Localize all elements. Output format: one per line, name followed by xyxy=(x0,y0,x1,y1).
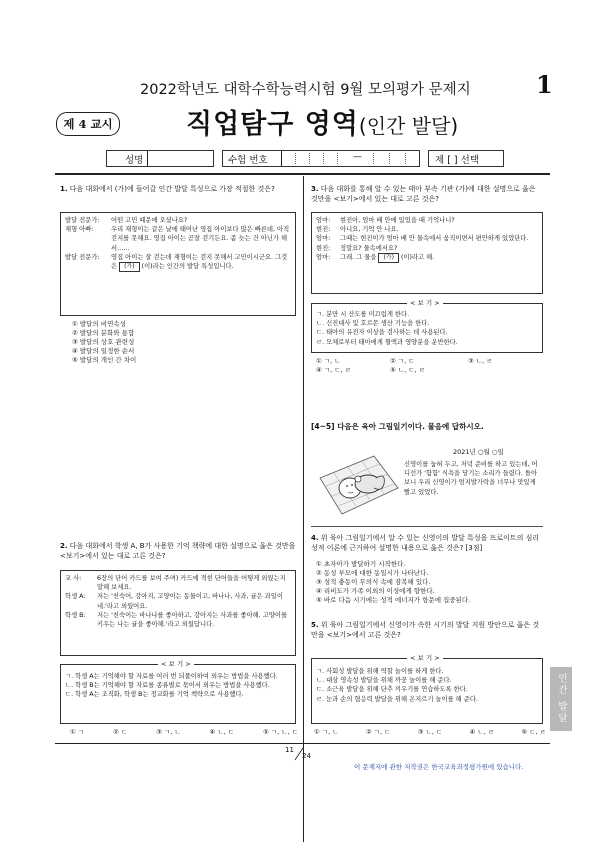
q5-bogi-title: < 보 기 > xyxy=(407,654,443,662)
q2-bogi-2: ㄴ. 학생 B는 기억해야 할 자료를 종류별로 묶어서 외우는 방법을 사용했다. xyxy=(65,682,270,690)
q1-speaker-3: 발달 전문가: xyxy=(65,253,100,261)
q3-bogi-box xyxy=(311,303,543,353)
q3-speaker-2: 현진: xyxy=(316,226,331,234)
q2-bogi-3: ㄷ. 학생 A는 조직화, 학생 B는 정교화를 기억 책략으로 사용했다. xyxy=(65,691,244,699)
q3-option-3[interactable]: ③ ㄴ, ㄹ xyxy=(468,357,493,365)
q1-option-2[interactable]: ② 발달의 분화와 통합 xyxy=(72,329,135,337)
q3-bogi-4: ㄹ. 모체로부터 태아에게 혈액과 영양분을 운반한다. xyxy=(316,338,458,346)
q4-option-5[interactable]: ⑤ 바로 다음 시기에는 성적 에너지가 항문에 집중된다. xyxy=(316,596,471,604)
q5-number: 5. xyxy=(311,621,319,629)
info-bar xyxy=(106,150,504,167)
q1-stem xyxy=(60,184,298,194)
q1-number: 1. xyxy=(60,185,68,193)
q1-speaker-2: 재형 아빠: xyxy=(65,226,94,234)
q3-options xyxy=(316,357,536,375)
q3-stem xyxy=(311,184,543,204)
q2-line-1: 6장의 단어 카드를 보여 주며) 카드에 적힌 단어들을 어떻게 외웠는지 말해 보세요. xyxy=(97,575,286,592)
q3-line-5: 그래. 그 물을 xyxy=(340,253,377,261)
q4-option-3[interactable]: ③ 성적 충동이 무의식 속에 잠복해 있다. xyxy=(316,578,431,586)
exam-title: 2022학년도 대학수학능력시험 9월 모의평가 문제지 xyxy=(140,82,471,98)
q5-bogi-4: ㄹ. 눈과 손의 협응력 발달을 위해 온지르기 놀이를 해 준다. xyxy=(316,695,478,703)
q2-option-3[interactable]: ③ ㄱ, ㄴ xyxy=(156,728,181,736)
q4-option-2[interactable]: ② 동성 부모에 대한 동일시가 나타난다. xyxy=(316,569,429,577)
diary-date: 2021년 ○월 ○일 xyxy=(453,448,504,456)
q3-speaker-4: 현진: xyxy=(316,244,331,252)
q1-option-1[interactable]: ① 발달의 비연속성 xyxy=(72,320,126,328)
q5-bogi-3: ㄷ. 소근육 발달을 위해 단추 끼우기를 연습하도록 한다. xyxy=(316,686,468,694)
period-badge xyxy=(56,112,120,136)
page-number: 1 xyxy=(536,70,553,99)
q1-blank: (가) xyxy=(119,262,139,272)
q4-stem xyxy=(311,533,543,553)
page-indicator xyxy=(281,746,321,762)
q2-option-2[interactable]: ② ㄷ xyxy=(113,728,128,736)
q3-bogi-1: ㄱ. 분만 시 산도를 미끄럽게 한다. xyxy=(316,311,410,318)
page-current: 11 xyxy=(285,746,294,754)
page-slash xyxy=(281,746,321,762)
diary-text: 신영이를 눕혀 두고, 저녁 준비를 하고 있는데, 어디선가 '함함' 식욕을 당기는 소리가 들렸다. 돌아보니 우리 신영이가 엄지발가락을 너무나 맛있게 빨고 있었다. xyxy=(404,461,538,496)
subject-title xyxy=(186,102,458,141)
q2-options xyxy=(70,728,298,737)
q2-bogi-box xyxy=(60,664,296,724)
q3-option-2[interactable]: ② ㄱ, ㄷ xyxy=(390,357,415,365)
q3-line-3: 그때는 현진이가 엄마 배 안 물속에서 움직이면서 편안하게 있었단다. xyxy=(340,235,529,243)
q3-option-4[interactable]: ④ ㄱ, ㄷ, ㄹ xyxy=(316,366,351,374)
q2-speaker-3: 학생 B: xyxy=(65,611,86,619)
q5-option-4[interactable]: ④ ㄴ, ㄹ xyxy=(469,728,495,736)
q2-option-4[interactable]: ④ ㄴ, ㄷ xyxy=(209,728,235,736)
q2-speaker-2: 학생 A: xyxy=(65,593,86,601)
q4-options xyxy=(316,560,470,605)
q5-bogi-2: ㄴ. 대상 영속성 발달을 위해 까꿍 놀이를 해 준다. xyxy=(316,677,452,685)
q2-option-5[interactable]: ⑤ ㄱ, ㄴ, ㄷ xyxy=(263,728,298,736)
q1-speaker-1: 발달 전문가: xyxy=(65,217,100,224)
selection-box[interactable] xyxy=(428,150,504,167)
q3-line-2: 아니요, 기억 안 나요. xyxy=(340,226,399,234)
q4-stem-text: 위 육아 그림일기에서 알 수 있는 신영이의 발달 특성을 프로이트의 심리성적 이론에 근거하여 설명한 내용으로 옳은 것은? [3점] xyxy=(311,534,540,552)
q3-bogi-title: < 보 기 > xyxy=(407,299,443,307)
diary-illustration xyxy=(314,448,400,518)
q3-speaker-3: 엄마: xyxy=(316,235,331,243)
q5-stem-text: 위 육아 그림일기에서 신영이가 속한 시기의 발달 지원 방안으로 옳은 것만을 <보기>에서 고른 것은? xyxy=(311,621,540,639)
q3-blank: (가) xyxy=(378,253,398,263)
page-total: 24 xyxy=(302,752,311,760)
q1-stem-text: 다음 대화에서 (가)에 들어갈 인간 발달 특성으로 가장 적절한 것은? xyxy=(69,185,275,193)
q2-speaker-1: 교 사: xyxy=(65,575,82,582)
q2-stem-text: 다음 대화에서 학생 A, B가 사용한 기억 책략에 대한 설명으로 옳은 것만을 <보기>에서 있는 대로 고른 것은? xyxy=(60,542,296,560)
q1-line-1: 어떤 고민 때문에 오셨나요? xyxy=(111,217,188,224)
q3-line-4: 정말요? 물속에서요? xyxy=(340,244,398,252)
q3-line-5-tail: (이)라고 해. xyxy=(400,253,435,261)
q3-number: 3. xyxy=(311,185,319,193)
subject-sub: (인간 발달) xyxy=(358,114,459,138)
q1-option-3[interactable]: ③ 발달의 상호 관련성 xyxy=(72,338,135,346)
q2-option-1[interactable]: ① ㄱ xyxy=(70,728,85,736)
q5-option-1[interactable]: ① ㄱ, ㄴ xyxy=(314,728,339,736)
side-tab xyxy=(550,667,572,731)
exam-number-label: 수험 번호 xyxy=(228,155,268,166)
exam-number-dash: — xyxy=(353,152,362,162)
q3-line-1: 현진아, 엄마 배 안에 있었을 때 기억나니? xyxy=(340,217,455,224)
q4-number: 4. xyxy=(311,534,319,542)
q2-line-3: 저는 '친숙이는 바나나를 좋아하고, 강아지는 사과를 좋아해. 고양이를 키우는 나는 귤을 좋아해.'라고 외웠답니다. xyxy=(97,611,288,629)
q4-option-1[interactable]: ① 초자아가 발달하기 시작한다. xyxy=(316,560,406,568)
q3-speaker-1: 엄마: xyxy=(316,217,331,224)
q1-line-3: 영집 아이는 잘 걷는데 재형이는 걷지 못해서 고민이시군요. 그것은 xyxy=(111,253,288,271)
q3-stem-text: 다음 대화를 통해 알 수 있는 태아 부속 기관 (가)에 대한 설명으로 옳은 것만을 <보기>에서 있는 대로 고른 것은? xyxy=(311,185,536,203)
q1-line-3-tail: (이)라는 인간의 발달 특성입니다. xyxy=(141,263,234,271)
q3-speaker-5: 엄마: xyxy=(316,253,331,261)
q1-line-2: 우리 재형이는 같은 날에 태어난 영집 아이보다 많은 빠른데, 아직 걷지를 못해요. 영집 아이는 곧잘 걷기든요. 좀 늦는 건 아닌가 해서…… xyxy=(111,226,290,252)
q1-option-5[interactable]: ⑤ 발달의 개인 간 차이 xyxy=(72,356,137,364)
q2-bogi-title: < 보 기 > xyxy=(158,660,194,668)
q5-option-5[interactable]: ⑤ ㄷ, ㄹ xyxy=(521,728,546,736)
passage-instruction: [4~5] 다음은 육아 그림일기이다. 물음에 답하시오. xyxy=(311,422,484,431)
q2-line-2: 저는 '친숙어, 강아지, 고양이는 동물이고, 바나나, 사과, 귤은 과일이네.'라고 외웠어요. xyxy=(97,593,283,610)
q2-bogi-1: ㄱ. 학생 A는 기억해야 할 자료를 여러 번 되풀이하여 외우는 방법을 사용했다. xyxy=(65,673,278,680)
side-tab-text: 인간 발달 xyxy=(556,673,567,725)
q1-option-4[interactable]: ④ 발달의 일정한 순서 xyxy=(72,347,135,355)
q2-dialogue-box xyxy=(60,570,296,656)
q2-number: 2. xyxy=(60,542,68,550)
q4-option-4[interactable]: ④ 리비도가 가족 이외의 이성에게 향한다. xyxy=(316,587,435,595)
q5-bogi-box xyxy=(311,658,543,724)
q3-bogi-3: ㄷ. 태아의 유전자 이상을 검사하는 데 사용된다. xyxy=(316,329,448,337)
q3-bogi-2: ㄴ. 신진대사 및 호르몬 생산 기능을 한다. xyxy=(316,320,430,328)
subject-main: 직업탐구 영역 xyxy=(186,109,359,140)
q5-option-2[interactable]: ② ㄱ, ㄷ xyxy=(365,728,391,736)
exam-number-box[interactable] xyxy=(222,150,420,167)
q5-option-3[interactable]: ③ ㄴ, ㄷ xyxy=(417,728,443,736)
copyright-notice: 이 문제지에 관한 저작권은 한국교육과정평가원에 있습니다. xyxy=(354,763,524,771)
selection-label: 제 [ ] 선택 xyxy=(435,155,480,166)
q2-stem xyxy=(60,541,298,561)
q5-options xyxy=(314,728,546,737)
q1-dialogue-box xyxy=(60,212,296,316)
q3-dialogue-box xyxy=(311,212,543,294)
q3-option-1[interactable]: ① ㄱ, ㄴ xyxy=(316,357,341,365)
q1-options xyxy=(72,320,136,365)
baby-illustration xyxy=(314,448,400,518)
q3-option-5[interactable]: ⑤ ㄴ, ㄷ, ㄹ xyxy=(390,366,425,374)
name-box[interactable] xyxy=(106,150,214,167)
q5-stem xyxy=(311,620,543,640)
q5-bogi-1: ㄱ. 사회성 발달을 위해 역할 놀이를 하게 한다. xyxy=(316,668,444,675)
name-label: 성명 xyxy=(125,155,144,166)
period-badge-text: 제 4 교시 xyxy=(63,117,113,131)
